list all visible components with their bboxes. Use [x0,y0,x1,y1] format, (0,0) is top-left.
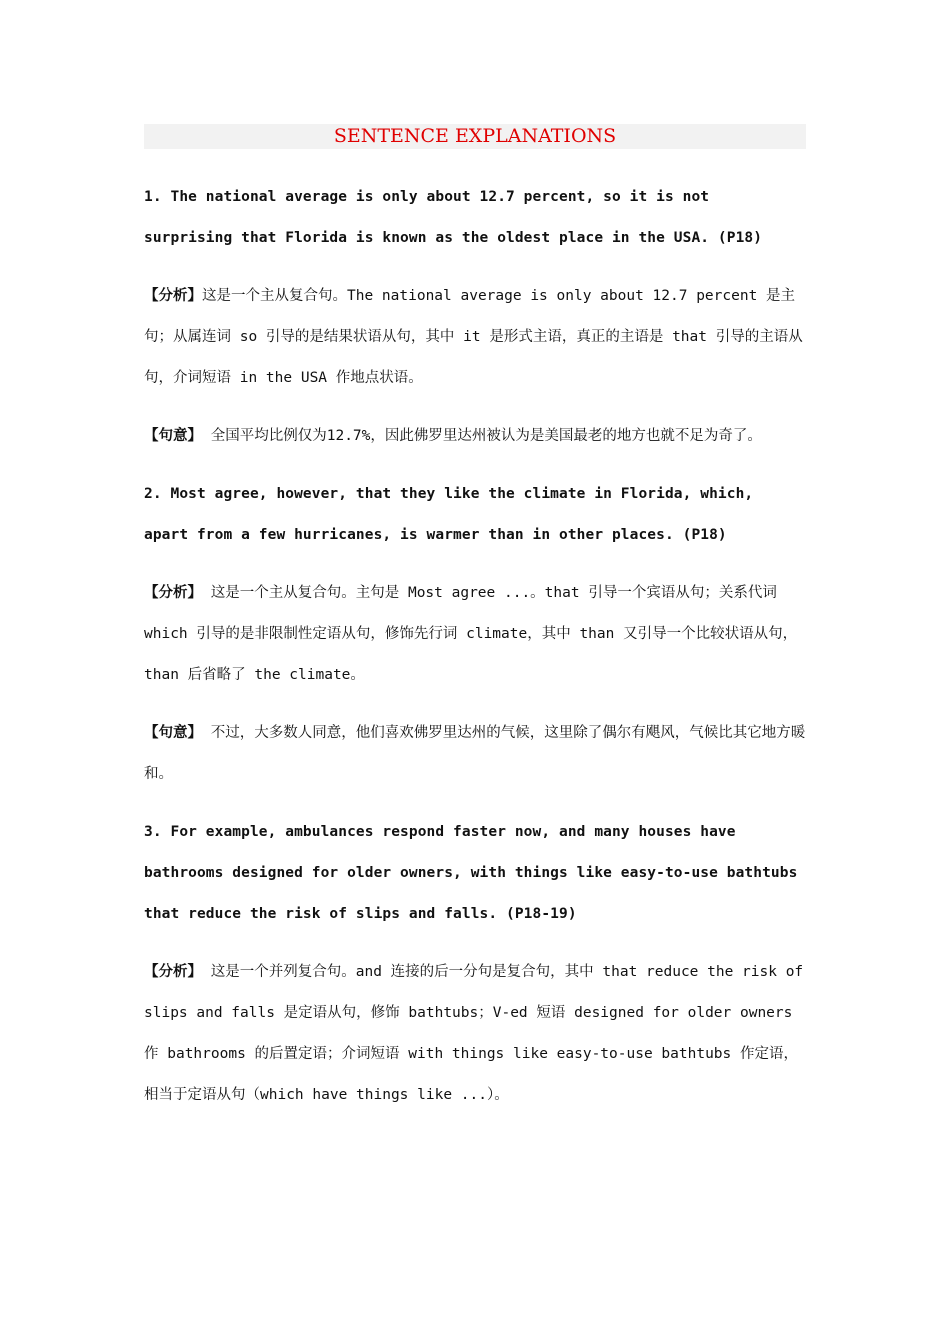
page-title: SENTENCE EXPLANATIONS [333,125,617,147]
analysis-3 [144,952,806,1116]
analysis-tag: 【分析】 [144,964,202,980]
sentence-3: 3. For example, ambulances respond faster now, and many houses have bathrooms designed for older owners, with things like easy-to-use bathtubs that reduce the risk of slips and falls. (P18-19) [144,824,798,922]
title-bar [144,124,806,149]
analysis-tag: 【分析】 [144,288,202,304]
sentence-1: 1. The national average is only about 12.7 percent, so it is not surprising that Florida is known as the oldest place in the USA. (P18) [144,189,763,246]
analysis-text: 这是一个主从复合句。主句是 Most agree ...。that 引导一个宾语从句；关系代词 which 引导的是非限制性定语从句，修饰先行词 climate，其中 than 又引导一个比较状语从句，than 后省略了 the climate。 [144,585,798,683]
meaning-tag: 【句意】 [144,428,202,444]
analysis-2 [144,573,806,696]
meaning-text: 不过，大多数人同意，他们喜欢佛罗里达州的气候，这里除了偶尔有飓风，气候比其它地方暖和。 [144,725,806,782]
document-page [144,124,806,1116]
sentence-2: 2. Most agree, however, that they like the climate in Florida, which, apart from a few hurricanes, is warmer than in other places. (P18) [144,486,754,543]
analysis-1 [144,276,806,399]
meaning-1 [144,416,806,457]
meaning-text: 全国平均比例仅为12.7%，因此佛罗里达州被认为是美国最老的地方也就不足为奇了。 [202,428,762,444]
meaning-tag: 【句意】 [144,725,202,741]
meaning-2 [144,713,806,795]
analysis-tag: 【分析】 [144,585,202,601]
analysis-text: 这是一个主从复合句。The national average is only about 12.7 percent 是主句；从属连词 so 引导的是结果状语从句，其中 it 是形式主语，真正的主语是 that 引导的主语从句，介词短语 in the USA 作地点状语。 [144,288,803,386]
analysis-text: 这是一个并列复合句。and 连接的后一分句是复合句，其中 that reduce the risk of slips and falls 是定语从句，修饰 bathtubs；V-ed 短语 designed for older owners 作 bathrooms 的后置定语；介词短语 with things like easy-to-use bathtubs 作定语，相当于定语从句（which have things like ...）。 [144,964,804,1103]
